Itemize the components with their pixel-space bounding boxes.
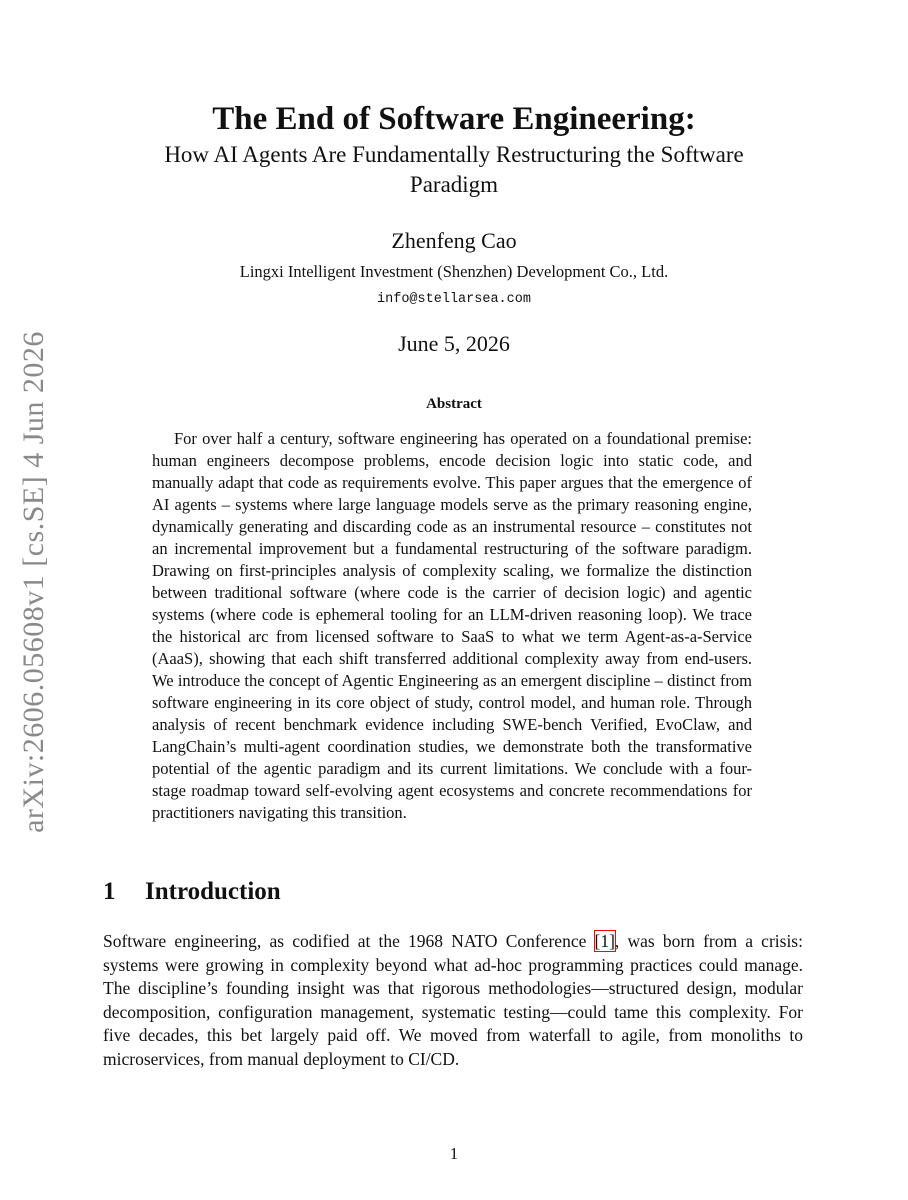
- page-number: 1: [449, 1144, 459, 1163]
- paper-subtitle: How AI Agents Are Fundamentally Restructuring the Software Paradigm: [164, 142, 744, 197]
- section-number: 1: [103, 878, 116, 905]
- author-affiliation: Lingxi Intelligent Investment (Shenzhen) Development Co., Ltd.: [239, 262, 669, 281]
- section-title: Introduction: [145, 878, 281, 905]
- author-email[interactable]: info@stellarsea.com: [377, 292, 531, 307]
- title-block: [0, 100, 908, 357]
- paper-title: The End of Software Engineering:: [212, 101, 696, 137]
- section-heading-introduction: [103, 878, 281, 906]
- paper-date: June 5, 2026: [398, 331, 510, 356]
- introduction-paragraph: [103, 930, 803, 1071]
- intro-text-rest: , was born from a crisis: systems were growing in complexity beyond what ad-hoc programming practices could manage. The discipline’s founding insight was that rigorous methodologies—structured design, modular decomposition, configuration management, systematic testing—could tame this complexity. For five decades, this bet largely paid off. We moved from waterfall to agile, from monoliths to microservices, from manual deployment to CI/CD.: [103, 931, 803, 1069]
- abstract-text: For over half a century, software engineering has operated on a foundational premise: human engineers decompose problems, encode decision logic into static code, and manually adapt that code as requirements evolve. This paper argues that the emergence of AI agents – systems where large language models serve as the primary reasoning engine, dynamically generating and discarding code as an instrumental resource – constitutes not an incremental improvement but a fundamental restructuring of the software paradigm. Drawing on first-principles analysis of complexity scaling, we formalize the distinction between traditional software (where code is the carrier of decision logic) and agentic systems (where code is ephemeral tooling for an LLM-driven reasoning loop). We trace the historical arc from licensed software to SaaS to what we term Agent-as-a-Service (AaaS), showing that each shift transferred additional complexity away from end-users. We introduce the concept of Agentic Engineering as an emergent discipline – distinct from software engineering in its core object of study, control model, and human role. Through analysis of recent benchmark evidence including SWE-bench Verified, EvoClaw, and LangChain’s multi-agent coordination studies, we demonstrate both the transformative potential of the agentic paradigm and its current limitations. We conclude with a four-stage roadmap toward self-evolving agent ecosystems and concrete recommendations for practitioners navigating this transition.: [152, 429, 752, 822]
- citation-link[interactable]: [1]: [594, 931, 615, 951]
- arxiv-identifier-stamp: arXiv:2606.05608v1 [cs.SE] 4 Jun 2026: [17, 331, 50, 833]
- author-name: Zhenfeng Cao: [391, 228, 517, 253]
- intro-text-start: Software engineering, as codified at the 1968 NATO Conference: [103, 931, 595, 951]
- abstract-heading: Abstract: [426, 396, 482, 412]
